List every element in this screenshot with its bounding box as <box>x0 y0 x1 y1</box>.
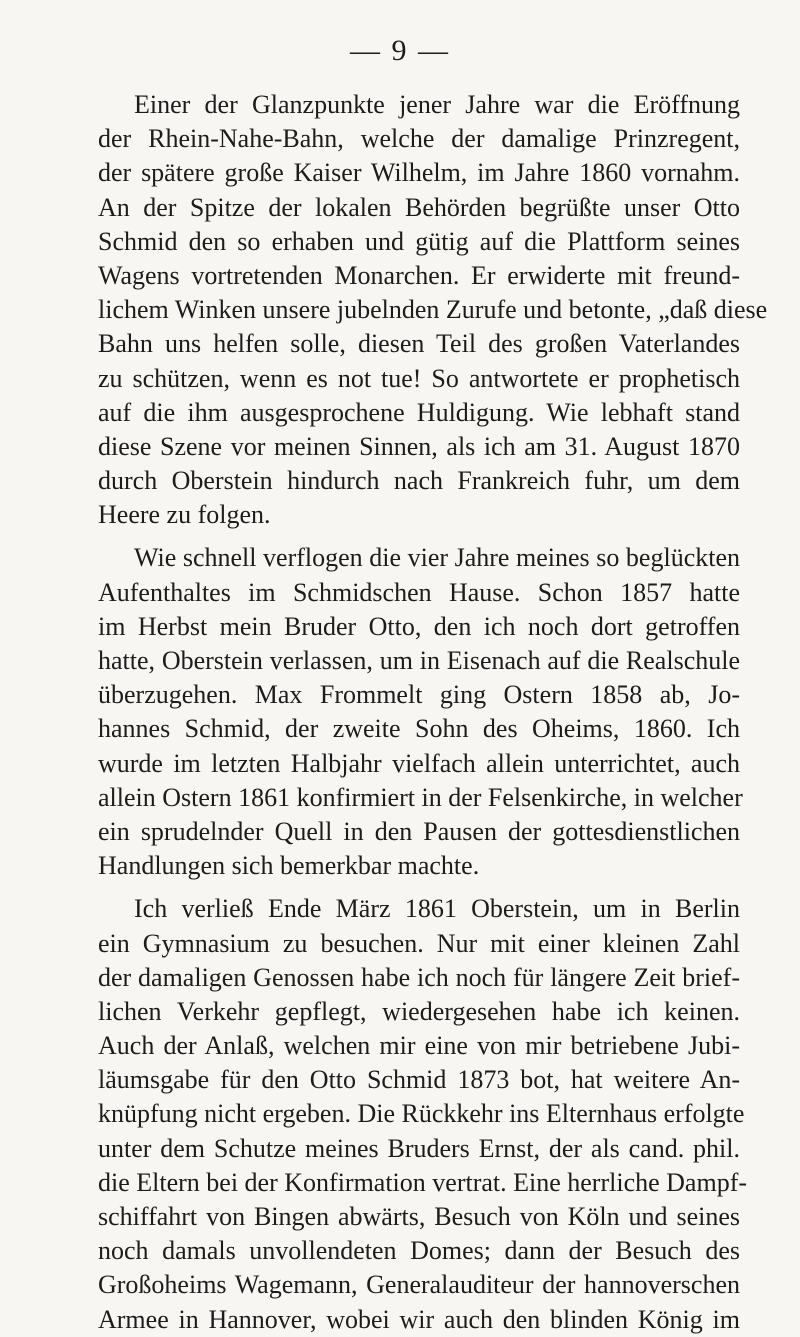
text-line: hannes Schmid, der zweite Sohn des Oheims, 1860. Ich <box>98 714 740 744</box>
text-line: An der Spitze der lokalen Behörden begrüßte unser Otto <box>98 192 740 222</box>
text-line: Einer der Glanzpunkte jener Jahre war die Eröffnung <box>134 90 740 119</box>
body-text <box>98 88 768 1337</box>
text-line: überzugehen. Max Frommelt ging Ostern 1858 ab, Jo- <box>98 680 740 710</box>
text-line: der Rhein-Nahe-Bahn, welche der damalige Prinzregent, <box>98 124 740 154</box>
text-line: Wie schnell verflogen die vier Jahre meines so beglückten <box>134 543 740 573</box>
page-number: — 9 — <box>350 34 450 67</box>
text-line: hatte, Oberstein verlassen, um in Eisenach auf die Realschule <box>98 646 740 675</box>
text-line: der spätere große Kaiser Wilhelm, im Jahre 1860 vornahm. <box>98 158 740 188</box>
text-line: noch damals unvollendeten Domes; dann der Besuch des <box>98 1236 740 1266</box>
text-line: schiffahrt von Bingen abwärts, Besuch von Köln und seines <box>98 1202 740 1231</box>
text-line: Handlungen sich bemerkbar machte. <box>98 851 480 881</box>
text-line: knüpfung nicht ergeben. Die Rückkehr ins Elternhaus erfolgte <box>98 1099 745 1129</box>
text-line: Wagens vortretenden Monarchen. Er erwiderte mit freund- <box>98 260 740 290</box>
text-line: lichem Winken unsere jubelnden Zurufe und betonte, „daß diese <box>98 295 768 325</box>
text-line: Auch der Anlaß, welchen mir eine von mir betriebene Jubi- <box>98 1031 740 1061</box>
text-line: ein sprudelnder Quell in den Pausen der gottesdienstlichen <box>98 816 740 846</box>
text-line: der damaligen Genossen habe ich noch für längere Zeit brief- <box>98 962 740 992</box>
text-line: auf die ihm ausgesprochene Huldigung. Wie lebhaft stand <box>98 397 740 427</box>
text-line: Heere zu folgen. <box>98 500 271 530</box>
text-line: Armee in Hannover, wobei wir auch den blinden König im <box>98 1304 740 1334</box>
text-line: die Eltern bei der Konfirmation vertrat. Eine herrliche Dampf- <box>98 1167 748 1197</box>
text-line: Schmid den so erhaben und gütig auf die Plattform seines <box>98 226 740 256</box>
text-line: Ich verließ Ende März 1861 Oberstein, um in Berlin <box>134 894 740 924</box>
text-line: läumsgabe für den Otto Schmid 1873 bot, hat weitere An- <box>98 1065 740 1095</box>
text-line: im Herbst mein Bruder Otto, den ich noch dort getroffen <box>98 611 740 641</box>
text-line: durch Oberstein hindurch nach Frankreich fuhr, um dem <box>98 466 740 496</box>
text-line: lichen Verkehr gepflegt, wiedergesehen habe ich keinen. <box>98 996 740 1026</box>
text-line: Aufenthaltes im Schmidschen Hause. Schon 1857 hatte <box>98 577 740 607</box>
text-line: unter dem Schutze meines Bruders Ernst, der als cand. phil. <box>98 1133 740 1163</box>
text-line: ein Gymnasium zu besuchen. Nur mit einer kleinen Zahl <box>98 928 740 958</box>
text-line: Bahn uns helfen solle, diesen Teil des großen Vaterlandes <box>98 329 740 359</box>
text-line: wurde im letzten Halbjahr vielfach allein unterrichtet, auch <box>98 748 740 778</box>
text-line: diese Szene vor meinen Sinnen, als ich am 31. August 1870 <box>98 431 740 461</box>
text-line: zu schützen, wenn es not tue! So antwortete er prophetisch <box>98 363 740 393</box>
text-line: allein Ostern 1861 konfirmiert in der Felsenkirche, in welcher <box>98 782 743 812</box>
text-line: Großoheims Wagemann, Generalauditeur der hannoverschen <box>98 1270 740 1300</box>
